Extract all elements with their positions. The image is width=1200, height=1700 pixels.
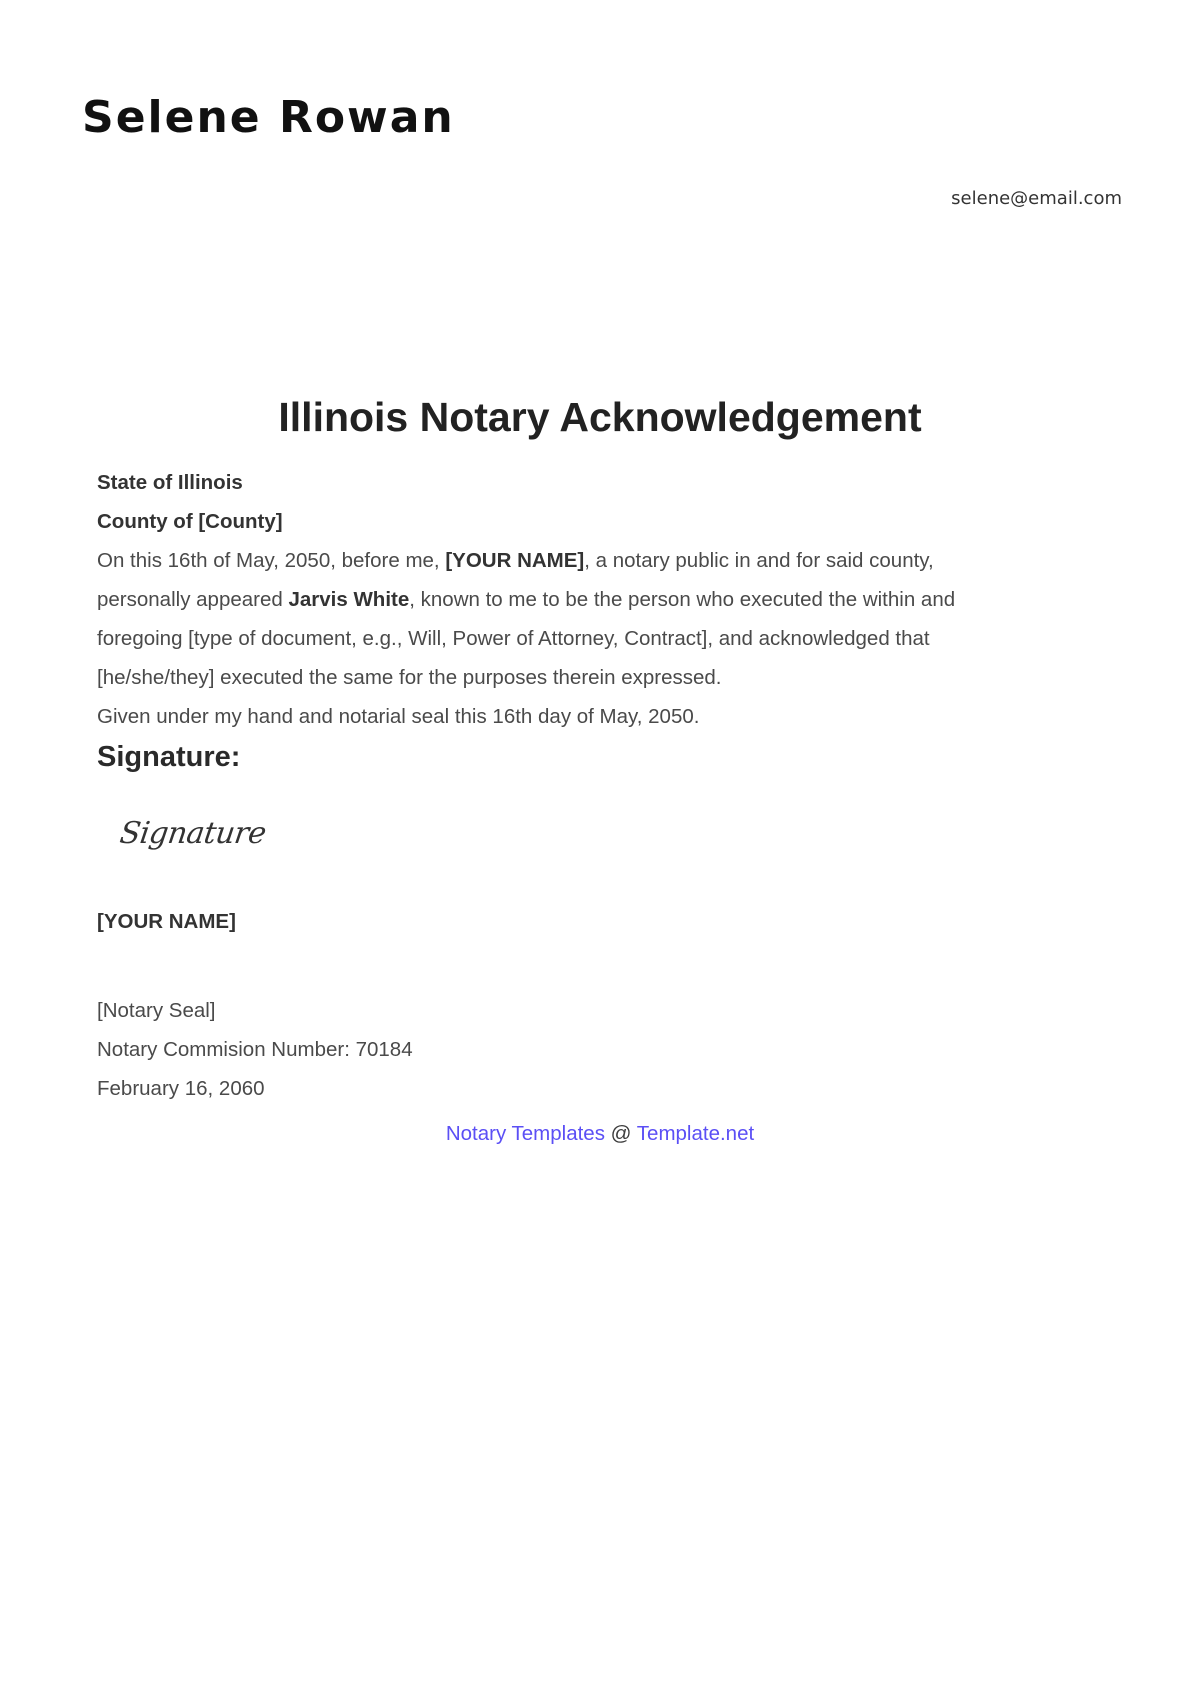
body-text: , known to me to be the person who executed the within and [409, 588, 956, 611]
body-text: personally appeared [97, 588, 289, 611]
signer-name: Jarvis White [288, 588, 410, 611]
document-body [97, 463, 1117, 1108]
footer-credit [0, 1122, 1200, 1146]
signature-image: Signature [117, 816, 269, 851]
commission-date: February 16, 2060 [97, 1077, 265, 1100]
footer-separator: @ [604, 1122, 637, 1145]
author-name: Selene Rowan [82, 92, 455, 143]
body-text: On this 16th of May, 2050, before me, [97, 549, 446, 572]
document-title: Illinois Notary Acknowledgement [278, 394, 922, 440]
notary-seal: [Notary Seal] [97, 999, 216, 1022]
template-net-link[interactable]: Template.net [636, 1122, 755, 1145]
county-line: County of [County] [97, 510, 283, 533]
commission-number: Notary Commision Number: 70184 [97, 1038, 413, 1061]
signer-name-placeholder: [YOUR NAME] [97, 910, 236, 933]
state-line: State of Illinois [97, 471, 243, 494]
body-line-4: [he/she/they] executed the same for the purposes therein expressed. [97, 666, 722, 689]
notary-templates-link[interactable]: Notary Templates [445, 1122, 605, 1145]
body-line-2 [97, 580, 1117, 619]
body-line-1 [97, 541, 1117, 580]
body-line-5: Given under my hand and notarial seal this 16th day of May, 2050. [97, 705, 700, 728]
notary-name-placeholder: [YOUR NAME] [445, 549, 585, 572]
signature-heading: Signature: [97, 741, 241, 773]
body-line-3: foregoing [type of document, e.g., Will, Power of Attorney, Contract], and acknowledged that [97, 627, 930, 650]
body-text: , a notary public in and for said county, [584, 549, 934, 572]
author-email: selene@email.com [951, 188, 1122, 209]
